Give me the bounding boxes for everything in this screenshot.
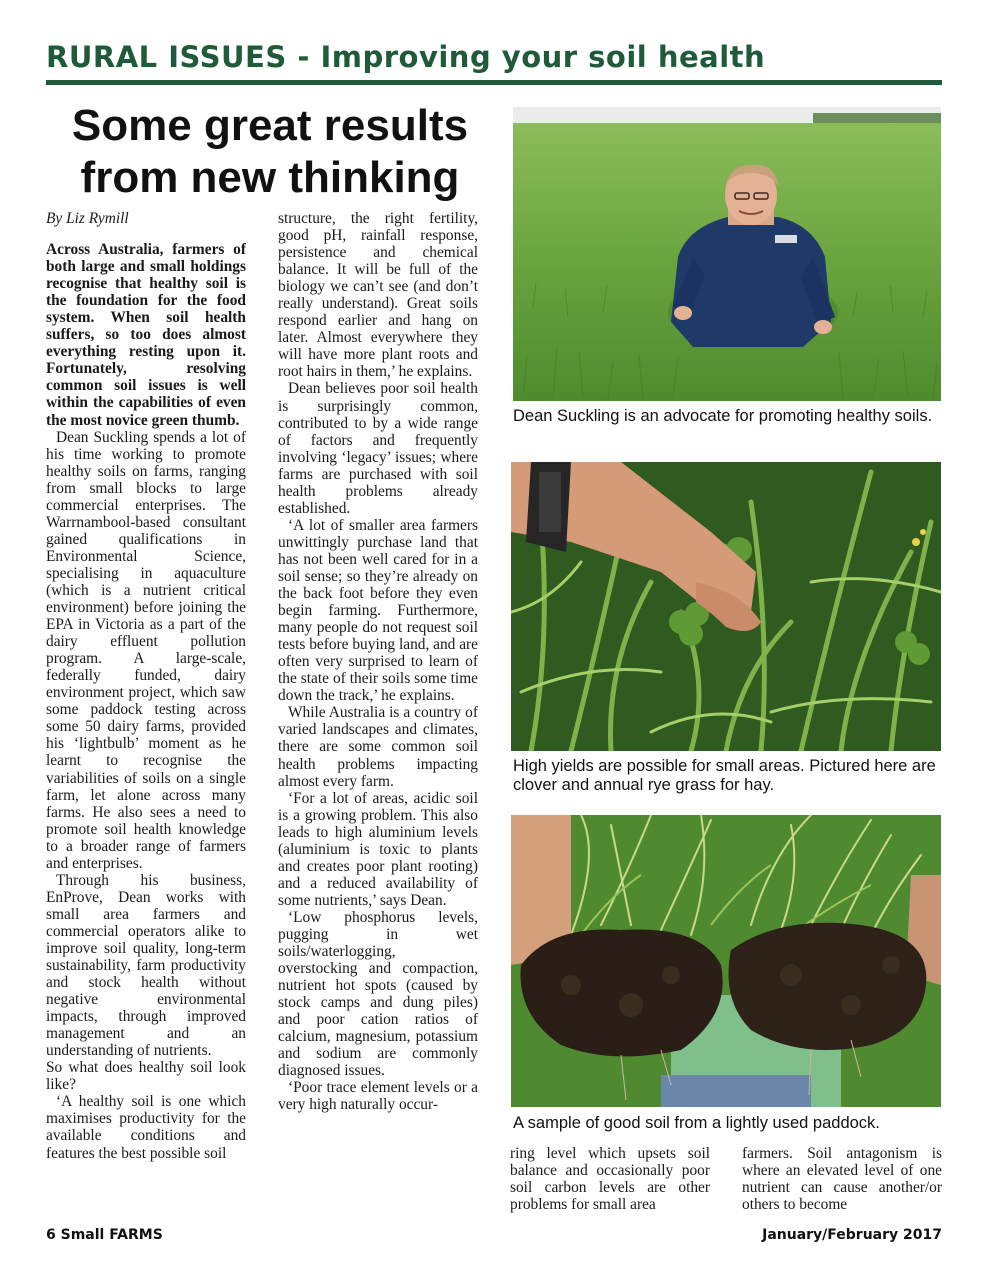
body-paragraph: ‘Poor trace element levels or a very high naturally occur-	[278, 1079, 478, 1114]
clover-illustration	[511, 462, 941, 751]
paddock-illustration	[513, 107, 941, 401]
text-column-4	[742, 1145, 942, 1215]
body-paragraph: So what does healthy soil look like?	[46, 1059, 246, 1094]
text-column-1	[46, 210, 246, 1212]
footer-page-number: 6 Small FARMS	[46, 1227, 163, 1243]
body-paragraph: ‘A healthy soil is one which maximises productivity for the available conditions and features the best possible soil	[46, 1093, 246, 1162]
body-paragraph: Dean believes poor soil health is surprisingly common, contributed to by a wide range of factors and frequently involving ‘legacy’ issues; where farms are purchased with soil health problems already established.	[278, 380, 478, 517]
byline: By Liz Rymill	[46, 210, 129, 227]
caption-photo-3: A sample of good soil from a lightly used paddock.	[513, 1114, 880, 1132]
headline-line-2: from new thinking	[80, 153, 460, 202]
section-heading: RURAL ISSUES - Improving your soil health	[46, 40, 766, 74]
caption-photo-2: High yields are possible for small areas. Pictured here are clover and annual rye grass for hay.	[513, 757, 936, 794]
photo-clover-rye-grass	[511, 462, 941, 751]
caption-photo-1: Dean Suckling is an advocate for promoting healthy soils.	[513, 407, 933, 425]
body-paragraph: While Australia is a country of varied landscapes and climates, there are some common soil health problems impacting almost every farm.	[278, 704, 478, 790]
footer-issue-date: January/February 2017	[762, 1227, 942, 1243]
text-column-3	[510, 1145, 710, 1215]
header-rule	[46, 80, 942, 85]
article-headline	[46, 100, 494, 204]
headline-line-1: Some great results	[71, 101, 469, 150]
body-paragraph: Dean Suckling spends a lot of his time working to promote healthy soils on farms, ranging from small blocks to large commercial enterprises. The Warrnambool-based consultant gained qualifications in Environmental Science, specialising in aquaculture (which is a nutrient critical environment) before joining the EPA in Victoria as a part of the dairy effluent pollution program. A large-scale, federally funded, dairy environment project, which saw some paddock testing across some 50 dairy farms, provided his ‘lightbulb’ moment as he learnt to recognise the variabilities of soils on a single farm, let alone across many farms. He also sees a need to promote soil health knowledge to a broader range of farmers and enterprises.	[46, 428, 246, 872]
lead-paragraph: Across Australia, farmers of both large and small holdings recognise that healthy soil is the foundation for the food system. When soil health suffers, so too does almost everything resting upon it. Fortunately, resolving common soil issues is well within the capabilities of even the most novice green thumb.	[46, 241, 246, 429]
text-column-2	[278, 210, 478, 1212]
body-paragraph: structure, the right fertility, good pH, rainfall response, persistence and chemical balance. It will be full of the biology we can’t see (and don’t really understand). Great soils respond earlier and hang on later. Almost everywhere they will have more plant roots and root hairs in them,’ he explains.	[278, 210, 478, 381]
body-paragraph: Through his business, EnProve, Dean works with small area farmers and commercial operators alike to improve soil quality, long-term sustainability, farm productivity and stock health without negative environmental impacts, through improved management and an understanding of nutrients.	[46, 871, 246, 1060]
body-paragraph: ring level which upsets soil balance and occasionally poor soil carbon levels are other problems for small area	[510, 1145, 710, 1214]
body-paragraph: farmers. Soil antagonism is where an elevated level of one nutrient can cause another/or others to become	[742, 1145, 942, 1214]
soil-illustration	[511, 815, 941, 1107]
photo-soil-sample	[511, 815, 941, 1107]
body-paragraph: ‘Low phosphorus levels, pugging in wet soils/waterlogging, overstocking and compaction, nutrient hot spots (caused by stock camps and dung piles) and poor cation ratios of calcium, magnesium, potassium and sodium are commonly diagnosed issues.	[278, 908, 478, 1080]
body-paragraph: ‘For a lot of areas, acidic soil is a growing problem. This also leads to high aluminium levels (aluminium is toxic to plants and creates poor plant rooting) and a reduced availability of some nutrients,’ says Dean.	[278, 789, 478, 909]
photo-dean-in-paddock	[513, 107, 941, 401]
body-paragraph: ‘A lot of smaller area farmers unwittingly purchase land that has not been well cared for in a soil sense; so they’re already on the back foot before they even begin farming. Furthermore, many people do not request soil tests before buying land, and are often very surprised to learn of the state of their soils some time down the track,’ he explains.	[278, 516, 478, 705]
